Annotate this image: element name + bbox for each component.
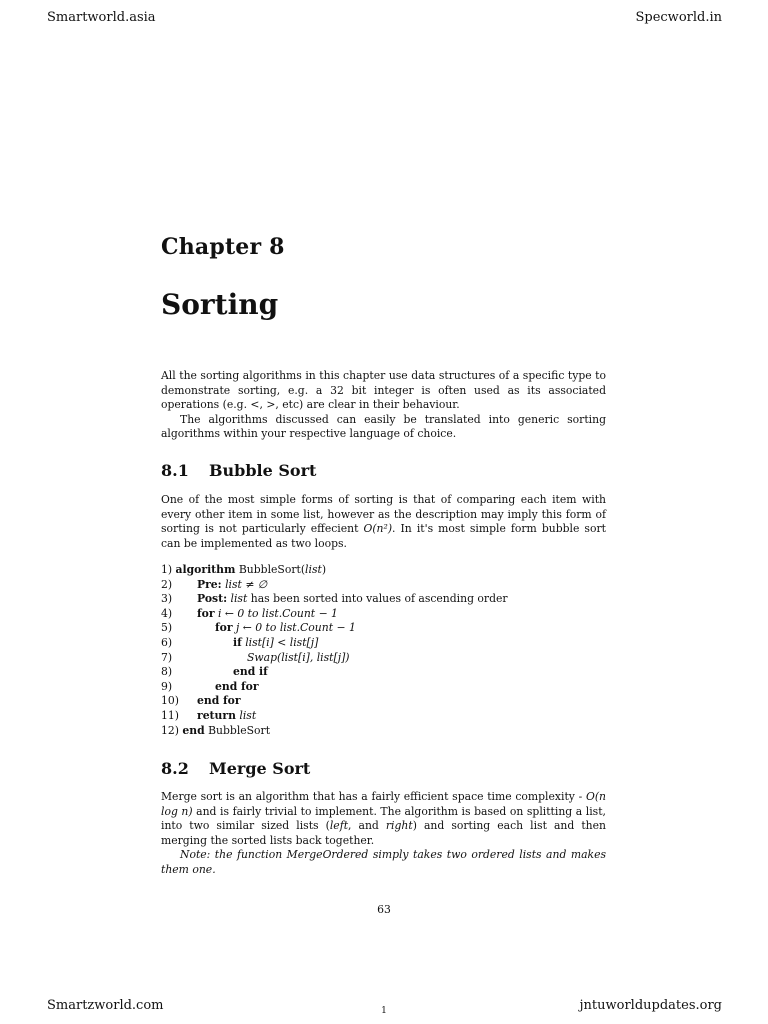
algorithm-line <box>161 651 606 666</box>
argument: list <box>305 563 322 576</box>
text-run: has been sorted into values of ascending order <box>247 592 508 606</box>
line-number: 5) <box>161 621 173 635</box>
section-number: 8.1 <box>161 461 189 480</box>
section-number: 8.2 <box>161 759 189 778</box>
line-number: 10) <box>161 694 179 708</box>
text-run: ) and sorting each list and then merging the sorted lists back together. <box>161 819 606 847</box>
header-left-watermark: Smartworld.asia <box>47 10 156 25</box>
keyword: Post: <box>197 592 228 606</box>
loop-range: j ← 0 to list.Count − 1 <box>235 621 356 635</box>
function-name: BubbleSort( <box>238 563 306 576</box>
condition: list ≠ ∅ <box>225 577 268 591</box>
condition: list[i] < list[j] <box>245 635 319 649</box>
complexity-math: O(n²) <box>363 522 393 536</box>
algorithm-line <box>161 724 606 739</box>
algorithm-line <box>161 680 606 695</box>
algorithm-line <box>161 578 606 593</box>
algorithm-line <box>161 636 606 651</box>
swap-call: Swap(list[i], list[j]) <box>247 650 350 664</box>
algorithm-line <box>161 563 606 578</box>
text-run: . In it's most simple form bubble sort can be implemented as two loops. <box>161 522 606 550</box>
variable: left <box>329 819 349 833</box>
merge-sort-description <box>161 790 606 878</box>
footer-left-watermark: Smartzworld.com <box>47 998 164 1013</box>
line-number: 1) <box>161 563 173 576</box>
keyword: Pre: <box>197 577 222 591</box>
chapter-title: Sorting <box>161 288 279 321</box>
algorithm-line <box>161 592 606 607</box>
variable: list <box>230 592 248 606</box>
variable: right <box>385 819 413 833</box>
algorithm-line <box>161 621 606 636</box>
line-number: 8) <box>161 665 173 679</box>
merge-sort-note: Note: the function MergeOrdered simply takes two ordered lists and makes them one. <box>161 848 606 876</box>
chapter-label: Chapter 8 <box>161 234 285 260</box>
footer-center-number: 1 <box>381 1006 387 1016</box>
line-number: 9) <box>161 679 173 693</box>
line-number: 11) <box>161 708 179 722</box>
line-number: 4) <box>161 606 173 620</box>
bubble-sort-paragraph <box>161 493 606 551</box>
keyword: end <box>182 723 205 737</box>
paren: ) <box>321 563 327 576</box>
algorithm-line <box>161 665 606 680</box>
loop-range: i ← 0 to list.Count − 1 <box>217 606 338 620</box>
text-run: Merge sort is an algorithm that has a fairly efficient space time complexity - <box>161 790 586 803</box>
line-number: 6) <box>161 635 173 649</box>
algorithm-line <box>161 607 606 622</box>
keyword: end for <box>215 679 259 693</box>
keyword: return <box>197 708 236 722</box>
intro-section <box>161 369 606 442</box>
algorithm-line <box>161 709 606 724</box>
section-title: Bubble Sort <box>209 461 317 480</box>
section-heading-merge-sort <box>161 759 606 778</box>
function-name: BubbleSort <box>208 723 271 737</box>
section-heading-bubble-sort <box>161 461 606 480</box>
keyword: if <box>233 635 242 649</box>
header-right-watermark: Specworld.in <box>635 10 722 25</box>
section-title: Merge Sort <box>209 759 311 778</box>
variable: list <box>239 708 257 722</box>
intro-paragraph-2: The algorithms discussed can easily be translated into generic sorting algorithms within your respective language of choice. <box>161 412 606 441</box>
keyword: for <box>215 621 233 635</box>
text-run: , and <box>348 819 386 833</box>
line-number: 3) <box>161 592 173 606</box>
page-number: 63 <box>377 903 391 916</box>
line-number: 12) <box>161 723 179 737</box>
keyword: algorithm <box>175 563 236 576</box>
text-run: and is fairly trivial to implement. The algorithm is based on splitting a list, into two similar sized lists ( <box>161 804 606 833</box>
bubble-sort-description <box>161 493 606 551</box>
intro-paragraph-1: All the sorting algorithms in this chapter use data structures of a specific type to demonstrate sorting, e.g. a 32 bit integer is often used as its associated operations (e.g. <, >, etc) are clear in their behaviour. <box>161 369 606 412</box>
line-number: 7) <box>161 650 173 664</box>
bubble-sort-algorithm <box>161 563 606 738</box>
line-number: 2) <box>161 577 173 591</box>
footer-right-watermark: jntuworldupdates.org <box>579 998 722 1013</box>
text-run: One of the most simple forms of sorting is that of comparing each item with every other item in some list, however as the description may imply this form of sorting is not particularly effecient <box>161 493 606 536</box>
complexity-math: O(n log n) <box>161 790 606 818</box>
keyword: end for <box>197 694 241 708</box>
keyword: end if <box>233 665 268 679</box>
algorithm-line <box>161 694 606 709</box>
keyword: for <box>197 606 215 620</box>
merge-sort-paragraph <box>161 790 606 848</box>
